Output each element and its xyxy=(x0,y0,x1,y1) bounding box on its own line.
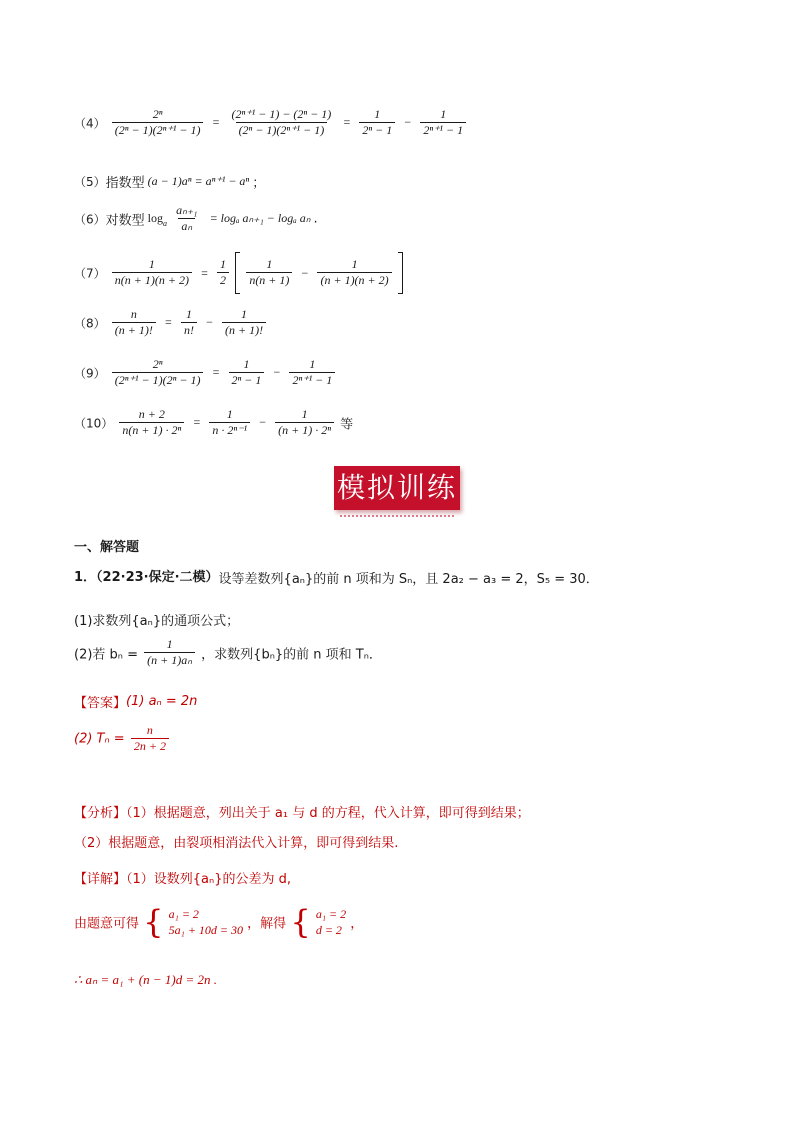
formula-label: （4） xyxy=(74,116,106,131)
left-bracket xyxy=(235,252,240,294)
formula-5 xyxy=(74,172,265,191)
analysis-line-1 xyxy=(74,802,530,821)
section-banner: 模拟训练 xyxy=(334,466,460,510)
fraction: $\frac{1}{n(n + 1)}$ xyxy=(246,258,292,288)
fraction: $\frac{1}{\text{(n + 1)aₙ}}$ xyxy=(144,638,195,668)
fraction: $\frac{1}{(n + 1)!}$ xyxy=(222,308,266,338)
equation-system xyxy=(169,906,243,938)
system-eq-1: a₁ = 2 xyxy=(168,907,199,921)
fraction: $\frac{1}{\text{n · 2ⁿ⁻¹}}$ xyxy=(209,408,250,438)
fraction: $\frac{\text{(2ⁿ⁺¹ − 1) − (2ⁿ − 1)}}{\text{(2ⁿ − 1)(2ⁿ⁺¹ − 1)}}$ xyxy=(231,107,332,137)
fraction: $\frac{1}{\text{2ⁿ − 1}}$ xyxy=(229,358,265,388)
formula-expr: (a − 1)aⁿ = aⁿ⁺¹ − aⁿ xyxy=(147,174,250,188)
problem-stem xyxy=(74,566,599,587)
formula-9: （9） $\frac{\text{2ⁿ}}{\text{(2ⁿ⁺¹ − 1)(2ⁿ − 1)}}$ = $\frac{1}{\text{2ⁿ − 1}}$ − $\frac{1}{\text{2ⁿ⁺¹ − 1}}$ xyxy=(74,358,337,388)
answer-tag: 【答案】 xyxy=(74,696,127,711)
left-brace: { xyxy=(290,903,311,941)
system-eq-2: 5a₁ + 10d = 30 xyxy=(168,923,244,937)
fraction: $\frac{1}{\text{2ⁿ⁺¹ − 1}}$ xyxy=(289,358,335,388)
analysis-tag: 【分析】 xyxy=(74,806,127,821)
question-2-suffix: ，求数列{bₙ}的前 n 项和 Tₙ． xyxy=(201,647,382,663)
problem-number: 1． xyxy=(74,570,97,585)
question-2 xyxy=(74,638,382,668)
analysis-line-2: （2）根据题意，由裂项相消法代入计算，即可得到结果. xyxy=(74,836,399,851)
answer-2-prefix: (2) Tₙ = xyxy=(74,731,125,747)
question-1: (1)求数列{aₙ}的通项公式； xyxy=(74,614,240,629)
fraction: $\frac{1}{\text{2ⁿ⁺¹ − 1}}$ xyxy=(420,108,466,138)
problem-source: （22·23·保定·二模） xyxy=(96,570,219,585)
formula-10: （10） $\frac{n + 2}{\text{n(n + 1) · 2ⁿ}}$ = $\frac{1}{\text{n · 2ⁿ⁻¹}}$ − $\frac{1}{\text{(n + 1) · 2ⁿ}}$ 等 xyxy=(74,407,354,437)
system-prefix: 由题意可得 xyxy=(74,916,140,932)
formula-name: 对数型 xyxy=(105,213,145,229)
fraction: $\frac{\text{aₙ₊₁}}{\text{aₙ}}$ xyxy=(176,203,198,233)
fraction: $\frac{1}{n!}$ xyxy=(181,308,197,338)
fraction: $\frac{n + 2}{\text{n(n + 1) · 2ⁿ}}$ xyxy=(119,408,184,438)
formula-tail: ； xyxy=(252,176,266,191)
log-word: log xyxy=(147,211,163,226)
fraction: $\frac{\text{2ⁿ}}{\text{(2ⁿ⁺¹ − 1)(2ⁿ − 1)}}$ xyxy=(112,358,204,388)
fraction: $\frac{1}{\text{2ⁿ − 1}}$ xyxy=(359,108,395,138)
right-bracket xyxy=(398,252,403,294)
formula-name: 指数型 xyxy=(105,176,145,191)
detail-tag: 【详解】 xyxy=(74,872,127,887)
formula-label: （5） xyxy=(74,175,106,189)
formula-tail: 等 xyxy=(340,417,354,433)
formula-tail: . xyxy=(313,211,318,227)
solution-system xyxy=(316,906,346,938)
answer-line-1 xyxy=(74,692,197,711)
formula-4: （4） $\frac{\text{2ⁿ}}{\text{(2ⁿ − 1)(2ⁿ⁺¹ − 1)}}$ = $\frac{\text{(2ⁿ⁺¹ − 1) − (2ⁿ − 1)}}{\text{(2ⁿ − 1)(2ⁿ⁺¹ − 1)}}$ = $\frac{1}{\text{2ⁿ − 1}}$ − $\frac{1}{\text{2ⁿ⁺¹ − 1}}$ xyxy=(74,108,468,138)
fraction: $\frac{1}{\text{(n + 1) · 2ⁿ}}$ xyxy=(275,408,334,438)
formula-expr: = logₐ aₙ₊₁ − logₐ aₙ xyxy=(209,211,311,226)
question-2-prefix: (2)若 bₙ = xyxy=(74,647,139,663)
formula-6: （6）对数型 $\log_a$ $\frac{\text{aₙ₊₁}}{\text{aₙ}}$ = logₐ aₙ₊₁ − logₐ aₙ . xyxy=(74,203,318,233)
formula-8: （8） $\frac{n}{(n + 1)!}$ = $\frac{1}{n!}$ − $\frac{1}{(n + 1)!}$ xyxy=(74,308,268,338)
fraction: $\frac{1}{(n + 1)(n + 2)}$ xyxy=(317,258,391,288)
formula-label: （6） xyxy=(74,212,106,227)
formula-label: （9） xyxy=(74,366,106,381)
fraction: $\frac{1}{2}$ xyxy=(217,258,229,288)
detail-final: ∴ aₙ = a₁ + (n − 1)d = 2n . xyxy=(74,972,217,987)
answer-line-2 xyxy=(74,724,171,754)
detail-line-1 xyxy=(74,868,291,887)
fraction: $\frac{\text{2ⁿ}}{\text{(2ⁿ − 1)(2ⁿ⁺¹ − 1)}}$ xyxy=(112,108,204,138)
solution-eq-2: d = 2 xyxy=(315,923,342,937)
detail-text-1: （1）设数列{aₙ}的公差为 d, xyxy=(126,872,291,887)
fraction: $\frac{n}{(n + 1)!}$ xyxy=(112,308,156,338)
formula-7: （7） $\frac{1}{n(n + 1)(n + 2)}$ = $\frac{1}{2}$ $\frac{1}{n(n + 1)}$ − $\frac{1}{(n + 1)(n + 2)}$ xyxy=(74,252,403,294)
fraction: $\frac{n}{2n + 2}$ xyxy=(131,724,169,754)
formula-label: （10） xyxy=(74,416,114,431)
detail-system xyxy=(74,903,364,941)
system-end: ， xyxy=(350,916,364,932)
analysis-text-1: （1）根据题意，列出关于 a₁ 与 d 的方程，代入计算，即可得到结果； xyxy=(126,806,530,821)
system-mid: ，解得 xyxy=(247,916,287,932)
answer-1: (1) aₙ = 2n xyxy=(126,694,198,709)
left-brace: { xyxy=(143,903,164,941)
fraction: $\frac{1}{n(n + 1)(n + 2)}$ xyxy=(112,258,192,288)
solution-eq-1: a₁ = 2 xyxy=(315,907,347,921)
section-title: 一、解答题 xyxy=(74,540,140,555)
problem-text: 设等差数列{aₙ}的前 n 项和为 Sₙ，且 2a₂ − a₃ = 2，S₅ = 30． xyxy=(218,572,599,587)
formula-label: （7） xyxy=(74,266,106,281)
formula-label: （8） xyxy=(74,316,106,331)
